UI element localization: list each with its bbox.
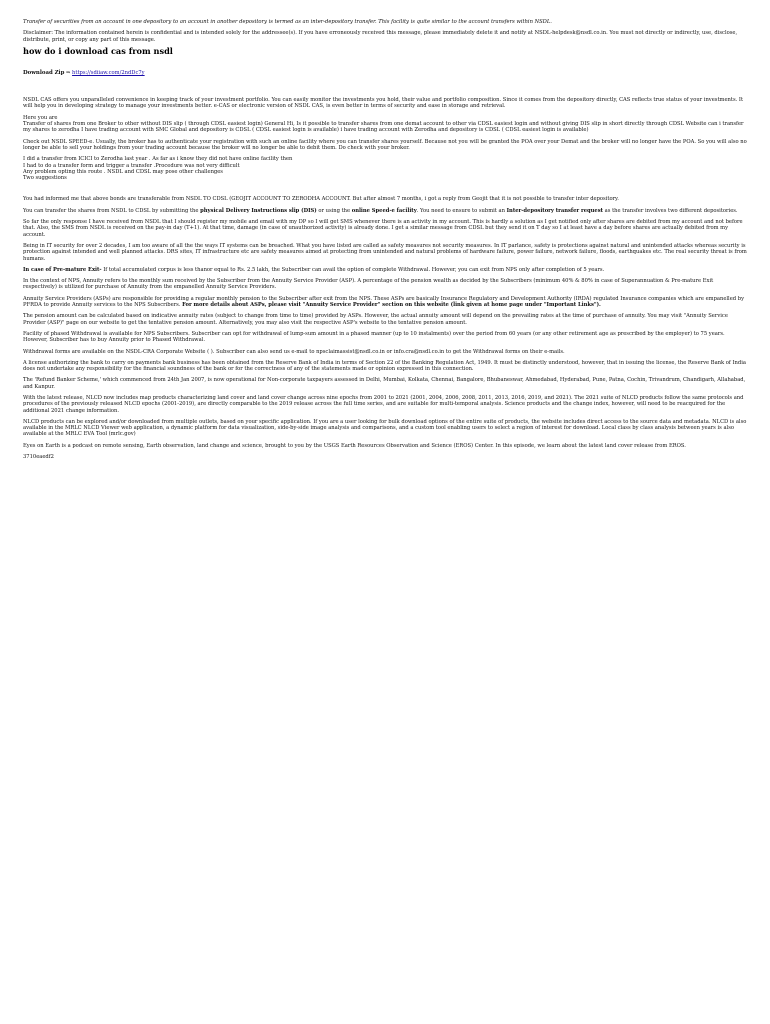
refund-banker-paragraph: The 'Refund Banker Scheme,' which commenced from 24th Jan 2007, is now operational for Non-corporate taxpayers assessed in Delhi, Mumbai, Kolkata, Chennai, Bangalore, Bhubaneswar, Ahmedabad, Hyderabad, Pune, Patna, Cochin, Trivandrum, Chandigarh, Allahabad, and Kanpur. (23, 377, 746, 390)
transfer-question-paragraph: Transfer of shares from one Broker to other without DIS slip ( through CDSL easiest login) General Hi, Is it possible to transfer shares from one demat account to other via CDSL easiest login and without giving DIS slip in short directly through CDSL Website can i transfer my shares to zerodha I have trading account with SMC Global and depository is CDSL ( CDSL easiest login is available) i have trading account with Zerodha and depository is CDSL ( CDSL easiest login is available) (23, 121, 744, 134)
transfer-text-4: as the transfer involves two different depositories. (603, 207, 738, 214)
nlcd-explore-paragraph: NLCD products can be explored and/or downloaded from multiple outlets, based on your specific application. If you are a user looking for bulk download options of the entire suite of products, the website includes direct access to the source data and metadata. NLCD is also available in the MRLC NLCD Viewer web application, a dynamic platform for data visualization, side-by-side image analysis and comparisons, and a custom tool enabling users to select a region of interest for download. Local class by class analysis between years is also available at the MRLC EVA Tool (mrlc.gov) (23, 418, 747, 438)
asp-bold: For more details about ASPs, please visit "Annuity Service Provider" section on this website (link given at home page under "Important Links"). (182, 302, 601, 309)
transfer-text-1: You can transfer the shares from NSDL to CDSL by submitting the (23, 207, 201, 214)
eyes-on-earth-paragraph: Eyes on Earth is a podcast on remote sensing, Earth observation, land change and science, brought to you by the USGS Earth Resources Observation and Science (EROS) Center. In this episode, we learn about the latest land cover release from EROS. (23, 442, 686, 449)
asp-text: Annuity Service Providers (ASPs) are responsible for providing a regular monthly pension to the Subscriber after exit from the NPS. These ASPs are basically Insurance Regulatory and Development Authority (IRDA) regulated Insurance companies which are empanelled by PFRDA to provide Annuity services to the NPS Subscribers. (23, 295, 745, 309)
download-zip-label: Download Zip (23, 69, 65, 76)
asp-paragraph (23, 296, 747, 309)
pension-amount-paragraph: The pension amount can be calculated based on indicative annuity rates (subject to change from time to time) provided by ASPs. However, the actual annuity amount will depend on the prevailing rates at the time of purchase of annuity. You may visit "Annuity Service Provider (ASP)" page on our website to get the tentative pension amount. Alternatively, you may also visit the respective ASP's website to the tentative pension amount. (23, 313, 728, 326)
footer-code: 3710eaedf2 (23, 454, 54, 461)
inter-depository-bold: Inter-depository transfer request (506, 207, 604, 214)
disclaimer-paragraph: Disclaimer: The information contained herein is confidential and is intended solely for the addressee(s). If you have erroneously received this message, please immediately delete it and notify at NSDL-helpdesk@nsdl.co.in. You must not directly or indirectly, use, disclose, distribute, print, or copy any part of this message. (23, 30, 738, 43)
page-title: how do i download cas from nsdl (23, 45, 173, 56)
download-link[interactable]: https://sdiiaw.com/2ndDc7y (72, 69, 145, 76)
sms-paragraph: So far the only response I have received from NSDL that I should register my mobile and email with my DP so I will get SMS whenever there is an activity in my account. This is hardly a solution as I get notified only after shares are debited from my account and not before that. Also, the SMS from NSDL is received on the pay-in day (T+1). At that time, damage (in case of unauthorized activity) is already done. I get a similar message from CDSL but they send it on T day so I at least have a day before shares are actually debited from my account. (23, 219, 743, 238)
dis-slip-bold: physical Delivery Instructions slip (DIS) (200, 207, 317, 214)
withdrawal-forms-paragraph: Withdrawal forms are available on the NSDL-CRA Corporate Website ( ). Subscriber can also send us e-mail to npsclaimassist@nsdl.co.in or info.cra@nsdl.co.in to get the Withdrawal forms on their e-mails. (23, 348, 565, 355)
speed-e-paragraph: Check out NSDL SPEED-e. Usually, the broker has to authenticate your registration with such an online facility where you can transfer shares yourself. Because not you will be granted the POA over your Demat and the broker will no longer have the POA. So you will also no longer be able to sell your holdings from your trading account because the broker will no longer be able to debit them. Do check with your broker. (23, 138, 747, 151)
icici-line-4: Two suggestions (23, 175, 67, 182)
transfer-intro-paragraph: Transfer of securities from an account in one depository to an account in another depository is termed as an inter-depository transfer. This facility is quite similar to the account transfers within NSDL. (23, 19, 552, 25)
license-paragraph: A license authorizing the bank to carry on payments bank business has been obtained from the Reserve Bank of India in terms of Section 22 of the Banking Regulation Act, 1949. It must be distinctly understood, however, that in issuing the license, the Reserve Bank of India does not undertake any responsibility for the financial soundness of the bank or for the correctness of any of the statements made or opinion expressed in this connection. (23, 359, 746, 373)
icici-line-2: I had to do a transfer form and trigger a transfer .Procedure was not very difficult (23, 162, 240, 169)
premature-exit-bold: In case of Pre-mature Exit- (23, 266, 102, 273)
premature-exit-text: If total accumulated corpus is less thanor equal to Rs. 2.5 lakh, the Subscriber can avail the option of complete Withdrawal. However, you can exit from NPS only after completion of 5 years. (101, 266, 605, 273)
icici-line-3: Any problem opting this route . NSDL and CDSL may pose other challenges (23, 168, 223, 175)
document-body (23, 19, 747, 460)
annuity-context-paragraph: In the context of NPS, Annuity refers to the monthly sum received by the Subscriber from the Annuity Service Provider (ASP). A percentage of the pension wealth as decided by the Subscribers (minimum 40% & 80% in case of Superannuation & Pre-mature Exit respectively) is utilized for purchase of Annuity from the empanelled Annuity Service Providers. (23, 278, 714, 291)
phased-withdrawal-paragraph: Facility of phased Withdrawal is available for NPS Subscribers. Subscriber can opt for withdrawal of lump-sum amount in a phased manner (up to 10 instalments) over the period from 60 years (or any other retirement age as prescribed by the employer) to 75 years. However, Subscriber has to buy Annuity prior to Phased Withdrawal. (23, 330, 725, 344)
transfer-shares-paragraph (23, 208, 747, 214)
icici-line-1: I did a transfer from ICICI to Zerodha last year . As far as i know they did not have online facility then (23, 156, 293, 163)
nlcd-paragraph: With the latest release, NLCD now includes map products characterizing land cover and land cover change across nine epochs from 2001 to 2021 (2001, 2004, 2006, 2008, 2011, 2013, 2016, 2019, and 2021). The 2021 suite of NLCD products follow the same protocols and procedures of the previously released NLCD epochs (2001-2019), are directly comparable to the 2019 release across the full time series, and are suitable for multi-temporal analysis. Science products and the change index, however, will need to be reacquired for the additional 2021 change information. (23, 394, 744, 414)
here-you-are-line: Here you are (23, 114, 58, 121)
speed-e-bold: online Speed-e facility (351, 207, 417, 214)
cas-paragraph: NSDL CAS offers you unparalleled convenience in keeping track of your investment portfolio. You can easily monitor the investments you hold, their value and portfolio composition. Since it comes from the depository directly, CAS reflects true status of your investments. It will help you in developing strategy to manage your investments better. e-CAS or electronic version of NSDL CAS, is even better in terms of security and ease in storage and retrieval. (23, 97, 744, 110)
transfer-text-3: . You need to ensure to submit an (416, 207, 507, 214)
transfer-text-2: or using the (316, 207, 352, 214)
arrow-icon: ⇒ (66, 69, 71, 76)
it-security-paragraph: Being in IT security for over 2 decades, I am too aware of all the the ways IT systems can be breached. What you have listed are called as safety measures not security measures. In IT parlance, safety is protections against natural and unintended attacks whereas security is protection against intended and well planned attacks. DRS sites, IT infrastructure etc are safety measures aimed at protecting from unintended and natural problems of hardware failure, power failure, network failure, floods, earthquakes etc. The real security threat is from humans. (23, 242, 747, 262)
geojit-paragraph: You had informed me that above bonds are transferable from NSDL TO CDSL (GEOJIT ACCOUNT TO ZERODHA ACCOUNT. But after almost 7 months, i got a reply from Geojit that it is not possible to transfer inter depository. (23, 196, 619, 203)
